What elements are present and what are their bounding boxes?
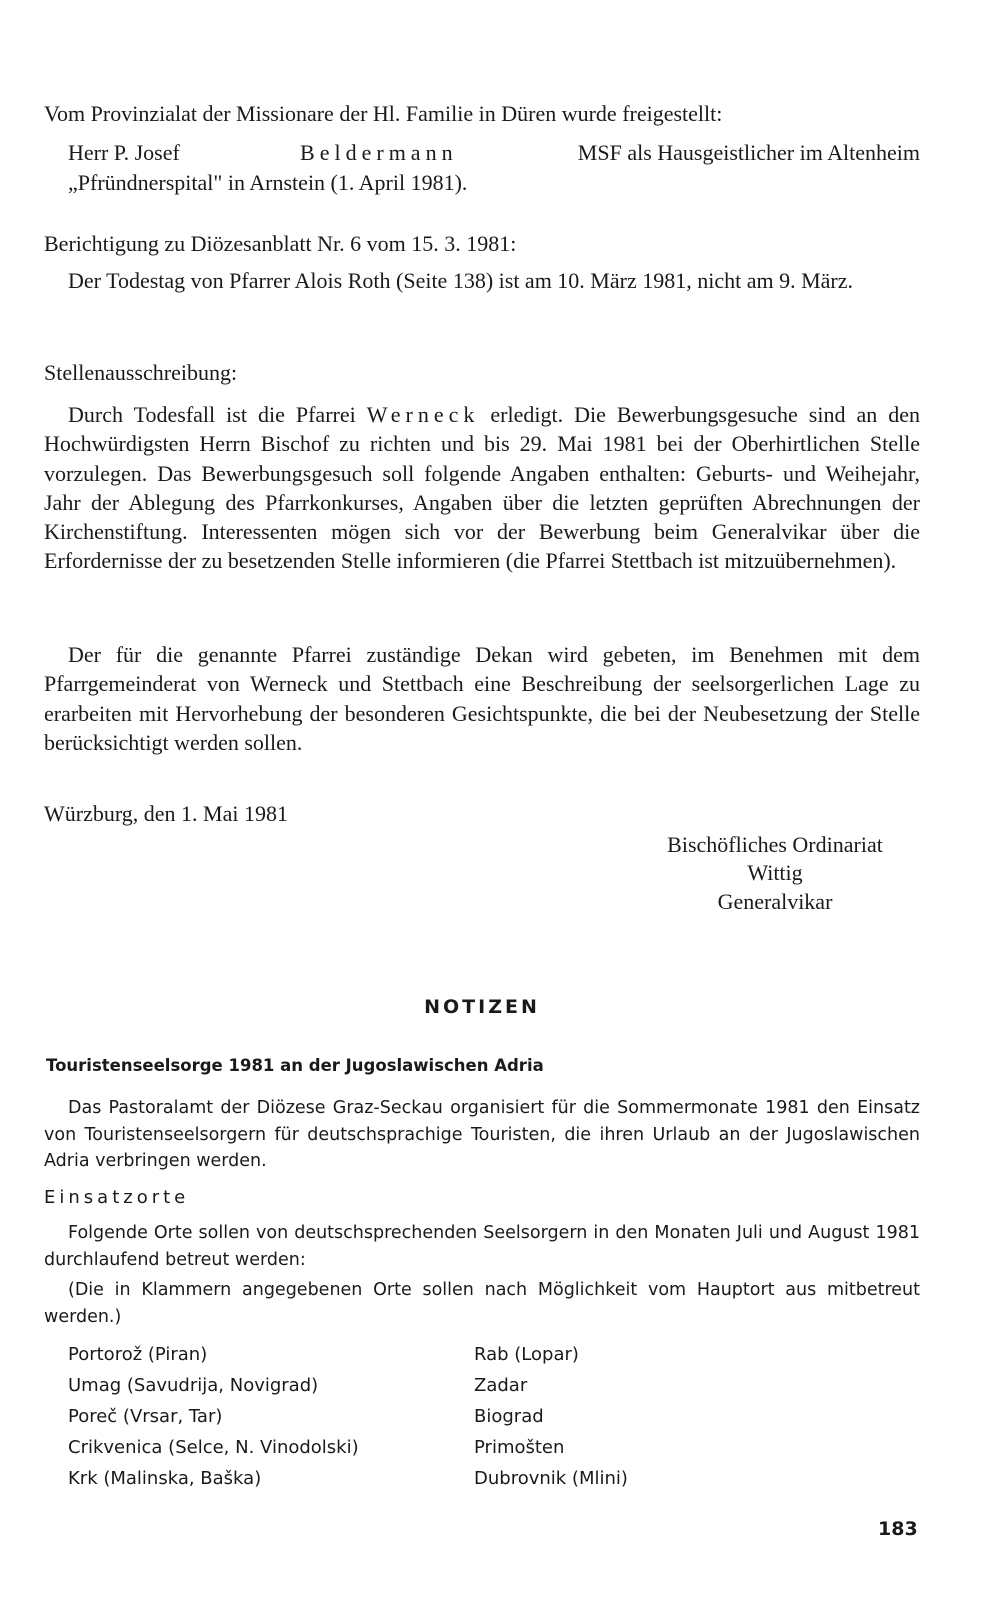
locations-note: (Die in Klammern angegebenen Orte sollen nach Möglichkeit vom Hauptort aus mitbetreut werden.): [44, 1280, 920, 1327]
list-item: Crikvenica (Selce, N. Vinodolski): [68, 1437, 359, 1458]
posting-p1-prefix: Durch Todesfall ist die Pfarrei: [68, 402, 356, 427]
locations-intro: Folgende Orte sollen von deutschsprechenden Seelsorgern in den Monaten Juli und August 1981 durchlaufend betreut werden:: [44, 1223, 920, 1270]
release-line-1: [68, 140, 920, 166]
page-number: 183: [878, 1518, 918, 1540]
list-item: Primošten: [474, 1437, 565, 1458]
posting-paragraph-1: [44, 400, 920, 576]
signature-name: Wittig: [747, 860, 803, 885]
release-heading: Vom Provinzialat der Missionare der Hl. Familie in Düren wurde freigestellt:: [44, 101, 723, 126]
list-item: Dubrovnik (Mlini): [474, 1468, 628, 1489]
release-line-2: „Pfründnerspital" in Arnstein (1. April 1981).: [68, 170, 468, 195]
posting-p1-rest: erledigt. Die Bewerbungsgesuche sind an den Hochwürdigsten Herrn Bischof zu richten und bis 29. Mai 1981 bei der Oberhirtlichen Stelle vorzulegen. Das Bewerbungsgesuch soll folgende Angaben enthalten: Geburts- und Weihejahr, Jahr der Ablegung des Pfarrkonkurses, Angaben über die letzten geprüften Abrechnungen der Kirchenstiftung. Interessenten mögen sich vor der Bewerbung beim Generalvikar über die Erfordernisse der zu besetzenden Stelle informieren (die Pfarrei Stettbach ist mitzuübernehmen).: [44, 402, 921, 574]
locations-right-list: [474, 1339, 628, 1494]
parish-name: Werneck: [366, 402, 480, 427]
list-item: Portorož (Piran): [68, 1344, 208, 1365]
posting-heading: Stellenausschreibung:: [44, 360, 238, 385]
list-item: Zadar: [474, 1375, 528, 1396]
release-suffix: MSF als Hausgeistlicher im Altenheim: [577, 140, 920, 165]
signature-office: Bischöfliches Ordinariat: [667, 832, 883, 857]
release-person-name: Beldermann: [300, 140, 458, 165]
list-item: Rab (Lopar): [474, 1344, 579, 1365]
release-prefix: Herr P. Josef: [68, 140, 180, 165]
notes-intro: Das Pastoralamt der Diözese Graz-Seckau organisiert für die Sommermonate 1981 den Einsatz von Touristenseelsorgern für deutschsprachige Touristen, die ihren Urlaub an der Jugoslawischen Adria verbringen werden.: [44, 1098, 920, 1171]
locations-heading: Einsatzorte: [44, 1187, 190, 1208]
notes-subheading: Touristenseelsorge 1981 an der Jugoslawischen Adria: [46, 1056, 544, 1075]
locations-left-list: [68, 1339, 359, 1494]
posting-paragraph-2: Der für die genannte Pfarrei zuständige Dekan wird gebeten, im Benehmen mit dem Pfarrgemeinderat von Werneck und Stettbach eine Beschreibung der seelsorgerlichen Lage zu erarbeiten mit Hervorhebung der besonderen Gesichtspunkte, die bei der Neubesetzung der Stelle berücksichtigt werden sollen.: [44, 642, 920, 755]
place-date: Würzburg, den 1. Mai 1981: [44, 801, 288, 826]
notes-heading: NOTIZEN: [424, 996, 540, 1018]
list-item: Umag (Savudrija, Novigrad): [68, 1375, 319, 1396]
correction-text: Der Todestag von Pfarrer Alois Roth (Seite 138) ist am 10. März 1981, nicht am 9. März.: [68, 268, 854, 293]
list-item: Biograd: [474, 1406, 544, 1427]
list-item: Poreč (Vrsar, Tar): [68, 1406, 223, 1427]
correction-heading: Berichtigung zu Diözesanblatt Nr. 6 vom 15. 3. 1981:: [44, 231, 517, 256]
signature-title: Generalvikar: [717, 889, 833, 914]
list-item: Krk (Malinska, Baška): [68, 1468, 262, 1489]
